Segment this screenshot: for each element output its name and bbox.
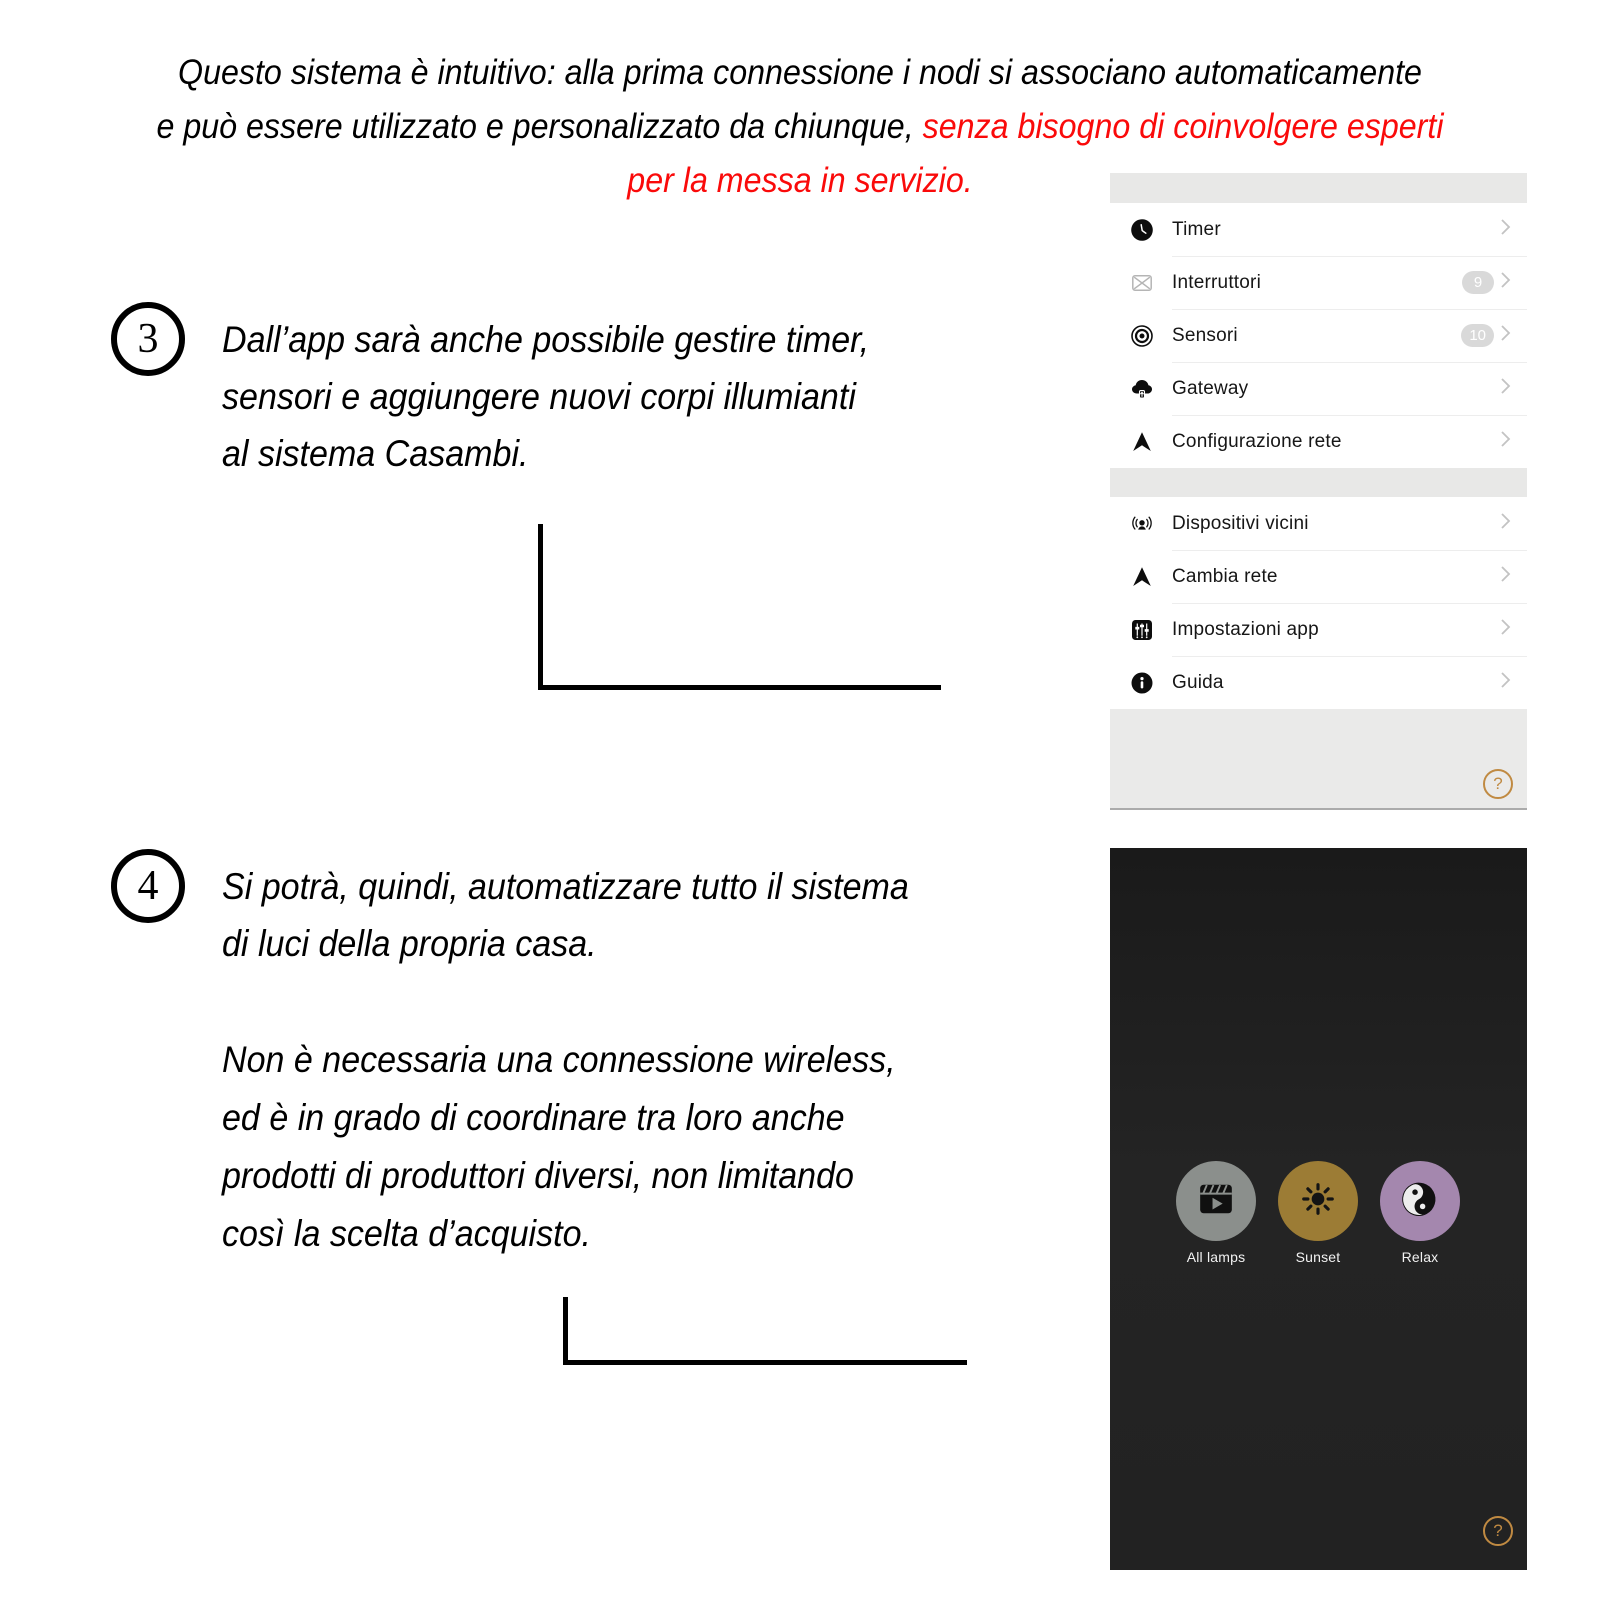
scene-sunset bbox=[1268, 1161, 1368, 1265]
menu-item-label: Guida bbox=[1172, 671, 1224, 693]
menu-item-label: Impostazioni app bbox=[1172, 618, 1319, 640]
help-question-icon[interactable]: ? bbox=[1483, 1516, 1513, 1546]
menu-item-label: Interruttori bbox=[1172, 271, 1261, 293]
count-badge: 10 bbox=[1461, 324, 1494, 347]
menu-item-dispositivi-vicini[interactable] bbox=[1110, 497, 1527, 550]
menu-item-interruttori[interactable] bbox=[1110, 256, 1527, 309]
scene-relax bbox=[1370, 1161, 1470, 1265]
menu-item-sensori[interactable] bbox=[1110, 309, 1527, 362]
menu-item-label: Dispositivi vicini bbox=[1172, 512, 1309, 534]
gateway-icon bbox=[1129, 376, 1155, 402]
connector-line-2-horizontal bbox=[563, 1360, 967, 1365]
clapperboard-icon bbox=[1197, 1180, 1235, 1223]
connector-line-1-vertical bbox=[538, 524, 543, 690]
step-4-text-2: Non è necessaria una connessione wireless, ed è in grado di coordinare tra loro anche prodotti di produttori diversi, non limitando così la scelta d’acquisto. bbox=[222, 1039, 896, 1254]
scene-all-lamps bbox=[1166, 1161, 1266, 1265]
all-lamps-button[interactable] bbox=[1176, 1161, 1256, 1241]
sensors-icon bbox=[1129, 323, 1155, 349]
timer-icon bbox=[1129, 217, 1155, 243]
menu-item-label: Timer bbox=[1172, 218, 1221, 240]
menu-item-label: Configurazione rete bbox=[1172, 430, 1342, 452]
step-3-text: Dall’app sarà anche possibile gestire timer, sensori e aggiungere nuovi corpi illumianti al sistema Casambi. bbox=[222, 319, 870, 474]
app-settings-icon bbox=[1129, 617, 1155, 643]
chevron-right-icon bbox=[1500, 377, 1511, 400]
scene-label: Sunset bbox=[1295, 1249, 1341, 1265]
settings-header-band bbox=[1110, 173, 1527, 203]
menu-item-timer[interactable] bbox=[1110, 203, 1527, 256]
connector-line-2-vertical bbox=[563, 1297, 568, 1365]
yin-yang-icon bbox=[1393, 1173, 1447, 1229]
scene-label: Relax bbox=[1401, 1249, 1439, 1265]
chevron-right-icon bbox=[1500, 218, 1511, 241]
help-question-icon[interactable]: ? bbox=[1483, 769, 1513, 799]
chevron-right-icon bbox=[1500, 430, 1511, 453]
step-4-number: 4 bbox=[137, 863, 159, 909]
menu-item-impostazioni-app[interactable] bbox=[1110, 603, 1527, 656]
menu-item-cambia-rete[interactable] bbox=[1110, 550, 1527, 603]
chevron-right-icon bbox=[1500, 618, 1511, 641]
menu-item-label: Gateway bbox=[1172, 377, 1249, 399]
step-3-number-circle bbox=[111, 302, 185, 376]
step-4-number-circle bbox=[111, 849, 185, 923]
sun-icon bbox=[1299, 1180, 1337, 1223]
menu-item-label: Sensori bbox=[1172, 324, 1238, 346]
connector-line-1-horizontal bbox=[538, 685, 941, 690]
menu-item-gateway[interactable] bbox=[1110, 362, 1527, 415]
switches-icon bbox=[1129, 270, 1155, 296]
settings-footer-band bbox=[1110, 709, 1527, 810]
chevron-right-icon bbox=[1500, 324, 1511, 347]
settings-section-separator bbox=[1110, 468, 1527, 497]
menu-item-label: Cambia rete bbox=[1172, 565, 1278, 587]
guide-icon bbox=[1129, 670, 1155, 696]
scene-label: All lamps bbox=[1186, 1249, 1246, 1265]
chevron-right-icon bbox=[1500, 512, 1511, 535]
step-3-number: 3 bbox=[137, 316, 159, 362]
network-config-icon bbox=[1129, 429, 1155, 455]
change-network-icon bbox=[1129, 564, 1155, 590]
chevron-right-icon bbox=[1500, 671, 1511, 694]
nearby-devices-icon bbox=[1129, 511, 1155, 537]
menu-item-configurazione-rete[interactable] bbox=[1110, 415, 1527, 468]
step-4-text: Si potrà, quindi, automatizzare tutto il sistema di luci della propria casa. bbox=[222, 866, 909, 964]
chevron-right-icon bbox=[1500, 271, 1511, 294]
sunset-button[interactable] bbox=[1278, 1161, 1358, 1241]
chevron-right-icon bbox=[1500, 565, 1511, 588]
casambi-settings-screenshot bbox=[1110, 173, 1527, 810]
relax-button[interactable] bbox=[1380, 1161, 1460, 1241]
menu-item-guida[interactable] bbox=[1110, 656, 1527, 709]
intro-line-1: Questo sistema è intuitivo: alla prima connessione i nodi si associano automaticamente bbox=[178, 53, 1422, 92]
count-badge: 9 bbox=[1462, 271, 1494, 294]
intro-line-2: e può essere utilizzato e personalizzato da chiunque, senza bisogno di coinvolgere esperti bbox=[156, 107, 1444, 146]
intro-line-3: per la messa in servizio. bbox=[627, 161, 973, 200]
intro-line-2-red: senza bisogno di coinvolgere esperti bbox=[913, 107, 1444, 146]
casambi-scenes-screenshot bbox=[1110, 848, 1527, 1570]
